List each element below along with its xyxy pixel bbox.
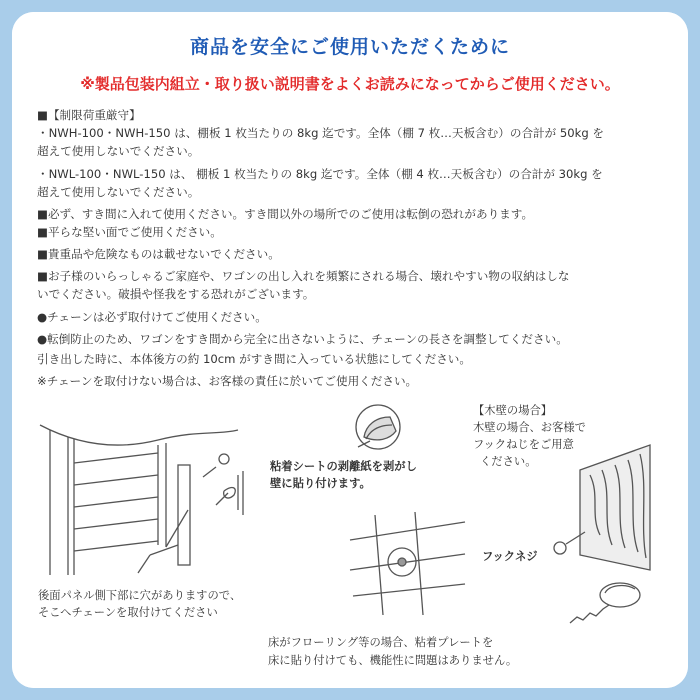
load-limit-nwh-line2: 超えて使用しないでください。	[37, 144, 200, 158]
warning-banner: ※製品包装内組立・取り扱い説明書をよくお読みになってからご使用ください。	[80, 75, 620, 93]
hook-screw-label: フックネジ	[482, 550, 538, 563]
wire-grid-illustration	[345, 510, 475, 620]
floor-note-line2: 床に貼り付けても、機能性に問題はありません。	[268, 654, 518, 667]
wood-wall-line3: ください。	[480, 455, 537, 468]
note-children-line1: ■お子様のいらっしゃるご家庭や、ワゴンの出し入れを頻繁にされる場合、壊れやすい物の収納はしな	[37, 269, 570, 283]
wagon-illustration	[38, 405, 268, 580]
adhesive-plate-illustration	[350, 395, 420, 455]
back-panel-caption-line1: 後面パネル側下部に穴がありますので、	[38, 589, 242, 602]
adhesive-caption-line1: 粘着シートの剥離紙を剥がし	[270, 460, 417, 473]
note-gap-usage: ■必ず、すき間に入れて使用ください。すき間以外の場所でのご使用は転倒の恐れがあります。	[37, 207, 534, 221]
note-chain-adjust: ●転倒防止のため、ワゴンをすき間から完全に出さないように、チェーンの長さを調整してください。	[37, 332, 568, 346]
wood-wall-illustration	[540, 440, 655, 580]
floor-note-line1: 床がフローリング等の場合、粘着プレートを	[268, 636, 494, 649]
note-flat-floor: ■平らな堅い面でご使用ください。	[37, 225, 222, 239]
page-title: 商品を安全にご使用いただくために	[189, 36, 510, 58]
adhesive-caption-line2: 壁に貼り付けます。	[270, 477, 371, 490]
load-limit-nwl-line1: ・NWL-100・NWL-150 は、 棚板 1 枚当たりの 8kg 迄です。全体（棚 4 枚…天板含む）の合計が 30kg を	[37, 167, 603, 181]
wood-wall-heading: 【木壁の場合】	[473, 404, 553, 417]
wood-wall-line2: フックねじをご用意	[473, 438, 574, 451]
note-valuables: ■貴重品や危険なものは載せないでください。	[37, 247, 280, 261]
wood-wall-line1: 木壁の場合、お客様で	[473, 421, 586, 434]
note-chain-required: ●チェーンは必ず取付けてご使用ください。	[37, 310, 267, 324]
note-children-line2: いでください。破損や怪我をする恐れがございます。	[37, 287, 315, 301]
chain-plate-illustration	[565, 575, 650, 630]
back-panel-caption-line2: そこへチェーンを取付けてください	[38, 606, 218, 619]
load-limit-nwh-line1: ・NWH-100・NWH-150 は、棚板 1 枚当たりの 8kg 迄です。全体（棚 7 枚…天板含む）の合計が 50kg を	[37, 126, 605, 140]
note-responsibility: ※チェーンを取付けない場合は、お客様の責任に於いてご使用ください。	[37, 374, 418, 388]
note-pull-out: 引き出した時に、本体後方の約 10cm がすき間に入っている状態にしてください。	[37, 352, 471, 366]
load-limit-nwl-line2: 超えて使用しないでください。	[37, 185, 200, 199]
section-heading: ■【制限荷重厳守】	[37, 108, 141, 122]
